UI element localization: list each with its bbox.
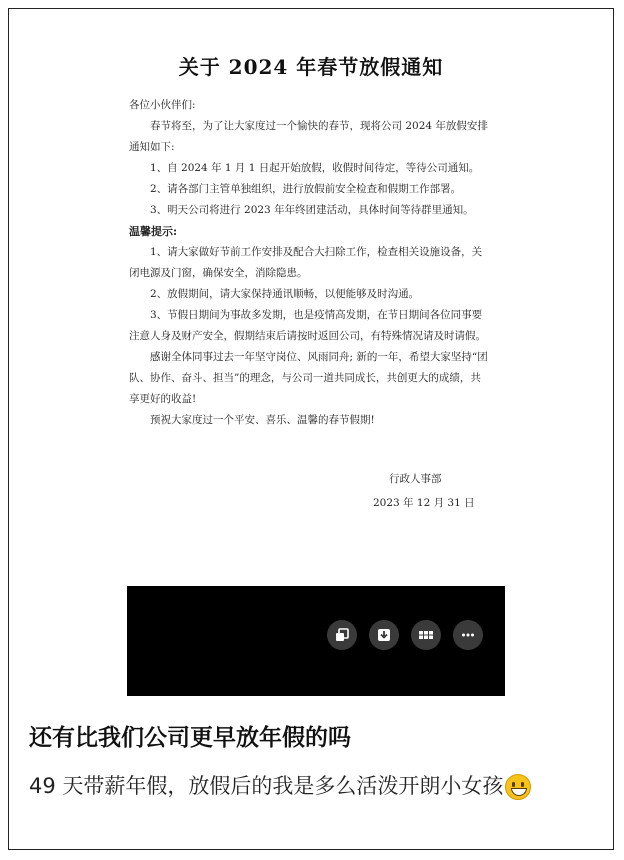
post-caption	[29, 767, 599, 805]
grid-icon	[418, 627, 434, 643]
tips-heading: 温馨提示:	[129, 225, 178, 238]
notice-title: 关于 2024 年春节放假通知	[178, 55, 444, 79]
grid-button[interactable]	[411, 620, 441, 650]
notice-date: 2023 年 12 月 31 日	[373, 497, 475, 509]
image-toolbar	[127, 586, 505, 696]
notice-item: 1、自 2024 年 1 月 1 日起开始放假，收假时间待定，等待公司通知。	[150, 162, 480, 174]
grinning-face-icon	[505, 774, 531, 800]
notice-intro: 春节将至，为了让大家度过一个愉快的春节，现将公司 2024 年放假安排通知如下:	[129, 120, 488, 153]
copy-button[interactable]	[327, 620, 357, 650]
post-headline: 还有比我们公司更早放年假的吗	[29, 725, 351, 751]
copy-icon	[334, 627, 350, 643]
notice-wish: 预祝大家度过一个平安、喜乐、温馨的春节假期!	[150, 414, 375, 426]
download-button[interactable]	[369, 620, 399, 650]
notice-body	[129, 95, 489, 431]
post-card	[8, 8, 614, 850]
download-icon	[376, 627, 392, 643]
notice-thanks: 感谢全体同事过去一年坚守岗位、风雨同舟; 新的一年，希望大家坚持“团队、协作、奋斗、担当”的理念，与公司一道共同成长，共创更大的成绩，共享更好的收益!	[129, 351, 488, 405]
tip-item: 1、请大家做好节前工作安排及配合大扫除工作，检查相关设施设备，关闭电源及门窗，确保安全，消除隐患。	[129, 246, 483, 279]
notice-item: 2、请各部门主管单独组织，进行放假前安全检查和假期工作部署。	[150, 183, 462, 195]
tip-item: 2、放假期间，请大家保持通讯顺畅，以便能够及时沟通。	[150, 288, 420, 300]
post-caption-text: 49 天带薪年假，放假后的我是多么活泼开朗小女孩	[29, 774, 504, 798]
more-icon	[460, 627, 476, 643]
notice-greeting: 各位小伙伴们:	[129, 99, 196, 111]
notice-signature: 行政人事部	[389, 473, 442, 485]
tip-item: 3、节假日期间为事故多发期，也是疫情高发期，在节日期间各位同事要注意人身及财产安全，假期结束后请按时返回公司，有特殊情况请及时请假。	[129, 309, 486, 342]
notice-document-image	[9, 9, 613, 569]
notice-item: 3、明天公司将进行 2023 年年终团建活动，具体时间等待群里通知。	[150, 204, 474, 216]
more-button[interactable]	[453, 620, 483, 650]
